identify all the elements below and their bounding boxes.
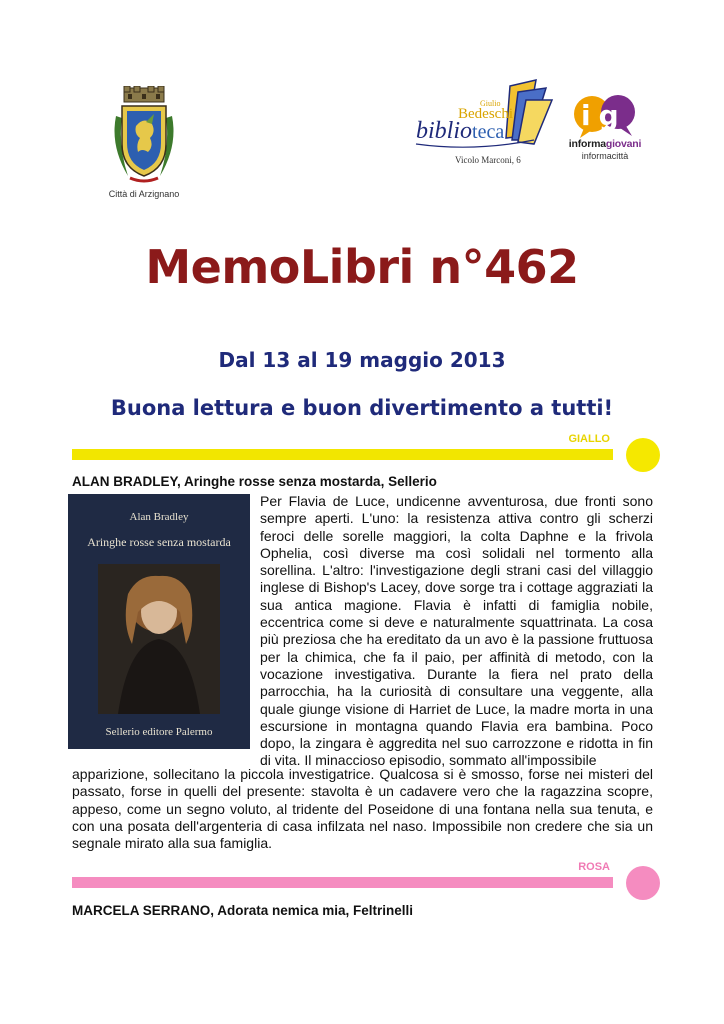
library-word-part2: teca bbox=[472, 121, 505, 143]
book-heading: MARCELA SERRANO, Adorata nemica mia, Feltrinelli bbox=[72, 903, 414, 918]
municipality-caption: Città di Arzignano bbox=[108, 189, 180, 199]
book-heading: ALAN BRADLEY, Aringhe rosse senza mostarda, Sellerio bbox=[72, 474, 437, 489]
library-word-part1: biblio bbox=[416, 118, 473, 144]
page-title: MemoLibri n°462 bbox=[145, 240, 579, 294]
city-crest-logo bbox=[108, 86, 180, 186]
book-review-text-continued: apparizione, sollecitano la piccola investigatrice. Qualcosa si è smosso, forse nei misteri del passato, forse in quelli del presente: stavolta è un cadavere vero che la ragazzina scopre, appeso, come un segno voluto, al tridente del Poseidone di una fontana nella sua tenuta, e con una posata dell'argenteria di casa infilzata nel naso. Impossibile non credere che sia un segnale mirato alla sua famiglia. bbox=[72, 766, 653, 852]
genre-label-rosa: ROSA bbox=[578, 861, 610, 873]
library-address: Vicolo Marconi, 6 bbox=[455, 155, 521, 165]
cover-publisher: Sellerio editore Palermo bbox=[105, 726, 213, 738]
ig-letters: ig bbox=[581, 99, 627, 132]
library-name-top: Giulio bbox=[480, 99, 501, 108]
section-dot-giallo bbox=[626, 438, 660, 472]
cover-title: Aringhe rosse senza mostarda bbox=[87, 535, 231, 549]
informagiovani-title: informagiovani bbox=[568, 138, 642, 150]
book-review-text: Per Flavia de Luce, undicenne avventurosa, due fronti sono sempre aperti. L'uno: la resistenza attiva contro gli scherzi feroci delle sorelle maggiori, la colta Daphne e la frivola Ophelia, così diverse ma così solidali nel tormento alla sorellina. L'altro: l'investigazione degli strani casi del villaggio inglese di Bishop's Lacey, dove sorge tra i cottage aggraziati la sua antica magione. Flavia è infatti di famiglia nobile, eccentrica come si deve e naturalmente squattrinata. La cosa più preziosa che ha ereditato da un avo è la passione fruttuosa per la chimica, che fa il paio, per affinità di metodo, con la vocazione investigativa. Durante la fiera nel prato della parrocchia, ha la curiosità di consultare una veggente, alla quale giunge visione di Harriet de Luce, la madre morta in una escursione in montagna quando Flavia era bambina. Poco dopo, la zingara è aggredita nel suo carrozzone e ridotta in fin di vita. Il minaccioso episodio, sommato all'impossibile bbox=[260, 493, 653, 769]
genre-label-giallo: GIALLO bbox=[568, 433, 610, 445]
library-logo bbox=[414, 78, 554, 158]
informacitta-subtitle: informacittà bbox=[581, 151, 629, 161]
book-cover bbox=[68, 494, 250, 749]
date-range: Dal 13 al 19 maggio 2013 bbox=[218, 348, 506, 372]
section-dot-rosa bbox=[626, 866, 660, 900]
library-name: Bedeschi bbox=[458, 106, 513, 122]
section-divider-rosa bbox=[72, 877, 613, 888]
greeting-heading: Buona lettura e buon divertimento a tutti! bbox=[110, 396, 614, 420]
svg-text:biblioteca bbox=[416, 118, 504, 144]
cover-author: Alan Bradley bbox=[129, 511, 189, 523]
section-divider-giallo bbox=[72, 449, 613, 460]
